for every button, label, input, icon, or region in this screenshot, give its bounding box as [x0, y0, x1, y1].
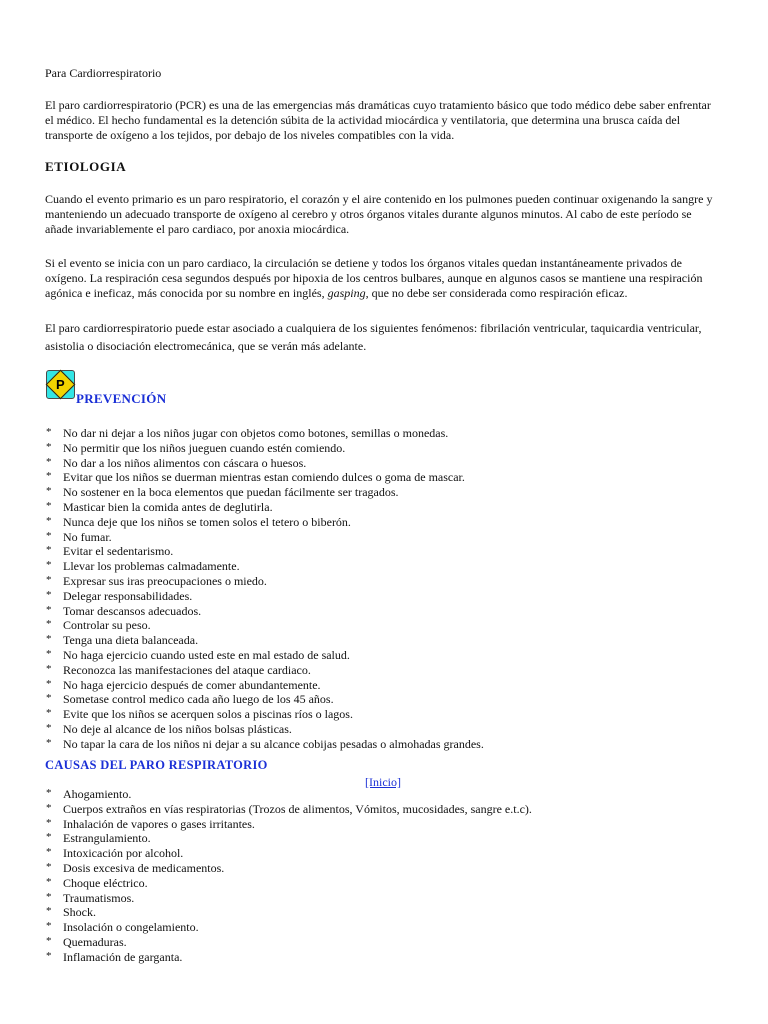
prevencion-list-item	[45, 618, 484, 633]
causas-item-text: Cuerpos extraños en vías respiratorias (Trozos de alimentos, Vómitos, mucosidades, sangre e.t.c).	[63, 801, 532, 816]
document-title: Para Cardiorrespiratorio	[45, 66, 162, 80]
prevencion-item-text: Nunca deje que los niños se tomen solos el tetero o biberón.	[63, 514, 351, 529]
bullet-icon: *	[46, 603, 52, 616]
prevencion-list-item	[45, 722, 484, 737]
etiologia-heading: ETIOLOGIA	[45, 159, 127, 174]
prevencion-list-item	[45, 692, 484, 707]
causas-item-text: Estrangulamiento.	[63, 831, 151, 846]
bullet-icon: *	[46, 485, 52, 498]
bullet-icon: *	[46, 455, 52, 468]
causas-item-text: Dosis excesiva de medicamentos.	[63, 860, 225, 875]
causas-item-text: Shock.	[63, 905, 96, 920]
bullet-icon: *	[46, 692, 52, 705]
bullet-icon: *	[46, 920, 52, 933]
causas-item-text: Inflamación de garganta.	[63, 949, 183, 964]
prevencion-list-item	[45, 544, 484, 559]
bullet-icon: *	[46, 633, 52, 646]
bullet-icon: *	[46, 801, 52, 814]
prevencion-list-item	[45, 485, 484, 500]
bullet-icon: *	[46, 816, 52, 829]
bullet-icon: *	[46, 875, 52, 888]
inicio-link[interactable]: [Inicio]	[365, 775, 401, 789]
causas-list-item	[45, 817, 532, 832]
prevencion-list-item	[45, 604, 484, 619]
causas-item-text: Inhalación de vapores o gases irritantes.	[63, 816, 255, 831]
prevencion-item-text: Reconozca las manifestaciones del ataque cardiaco.	[63, 662, 311, 677]
causas-list-item	[45, 861, 532, 876]
bullet-icon: *	[46, 890, 52, 903]
prevencion-list-item	[45, 530, 484, 545]
etiologia-paragraph-2-start: Si el evento se inicia con un paro cardiaco, la circulación se detiene y todos los órganos vitales quedan instantáneamente privados de oxígeno. La respiración cesa segundos después por hipoxia de los centros bulbares, aunque en algunos casos se mantiene una respiración agónica e ineficaz, más conocida por su nombre en inglés,	[45, 256, 703, 300]
bullet-icon: *	[46, 529, 52, 542]
prevencion-item-text: Llevar los problemas calmadamente.	[63, 559, 240, 574]
causas-list	[45, 787, 532, 965]
bullet-icon: *	[46, 588, 52, 601]
bullet-icon: *	[46, 707, 52, 720]
prevencion-list-item	[45, 589, 484, 604]
bullet-icon: *	[46, 573, 52, 586]
prevencion-list-item	[45, 456, 484, 471]
bullet-icon: *	[46, 787, 52, 799]
prevencion-list-item	[45, 441, 484, 456]
prevencion-list-item	[45, 515, 484, 530]
causas-heading: CAUSAS DEL PARO RESPIRATORIO	[45, 758, 268, 772]
bullet-icon: *	[46, 647, 52, 660]
prevencion-item-text: Evitar el sedentarismo.	[63, 544, 174, 559]
prevencion-list-item	[45, 707, 484, 722]
etiologia-paragraph-1: Cuando el evento primario es un paro respiratorio, el corazón y el aire contenido en los pulmones pueden continuar oxigenando la sangre y manteniendo un adecuado transporte de oxígeno al cerebro y otros órganos vitales durante algunos minutos. Al cabo de este período se añade invariablemente el paro cardiaco, por anoxia miocárdica.	[45, 192, 713, 236]
prevencion-item-text: No permitir que los niños jueguen cuando estén comiendo.	[63, 440, 346, 455]
icon-letter: P	[56, 376, 65, 392]
etiologia-paragraph-2	[45, 256, 717, 301]
prevencion-item-text: Tomar descansos adecuados.	[63, 603, 202, 618]
bullet-icon: *	[46, 426, 52, 438]
p-diamond-icon	[46, 370, 75, 399]
prevencion-item-text: No sostener en la boca elementos que puedan fácilmente ser tragados.	[63, 485, 399, 500]
bullet-icon: *	[46, 831, 52, 844]
bullet-icon: *	[46, 934, 52, 947]
etiologia-paragraph-3: El paro cardiorrespiratorio puede estar asociado a cualquiera de los siguientes fenómenos: fibrilación ventricular, taquicardia ventricular, asistolia o disociación electromecánica, que se verán más adelante.	[45, 321, 702, 353]
prevencion-item-text: Expresar sus iras preocupaciones o miedo.	[63, 573, 267, 588]
prevencion-item-text: Evitar que los niños se duerman mientras estan comiendo dulces o goma de mascar.	[63, 470, 465, 485]
causas-list-item	[45, 905, 532, 920]
causas-list-item	[45, 831, 532, 846]
bullet-icon: *	[46, 544, 52, 557]
prevencion-list-item	[45, 470, 484, 485]
etiologia-paragraph-2-end: , que no debe ser considerada como respiración eficaz.	[365, 286, 628, 300]
bullet-icon: *	[46, 949, 52, 962]
causas-item-text: Insolación o congelamiento.	[63, 920, 199, 935]
intro-paragraph: El paro cardiorrespiratorio (PCR) es una de las emergencias más dramáticas cuyo tratamiento básico que todo médico debe saber enfrentar el médico. El hecho fundamental es la detención súbita de la actividad miocárdica y ventilatoria, que determina una brusca caída del transporte de oxígeno a los tejidos, por debajo de los niveles compatibles con la vida.	[45, 98, 711, 142]
bullet-icon: *	[46, 618, 52, 631]
prevencion-list-item	[45, 663, 484, 678]
causas-list-item	[45, 846, 532, 861]
prevencion-item-text: No deje al alcance de los niños bolsas plásticas.	[63, 721, 292, 736]
prevencion-item-text: Masticar bien la comida antes de deglutirla.	[63, 499, 273, 514]
bullet-icon: *	[46, 514, 52, 527]
prevencion-item-text: Evite que los niños se acerquen solos a piscinas ríos o lagos.	[63, 707, 353, 722]
prevencion-list-item	[45, 737, 484, 752]
prevencion-list	[45, 426, 484, 752]
bullet-icon: *	[46, 677, 52, 690]
prevencion-list-item	[45, 500, 484, 515]
prevencion-item-text: No dar a los niños alimentos con cáscara o huesos.	[63, 455, 307, 470]
prevencion-heading: PREVENCIÓN	[76, 391, 167, 406]
prevencion-item-text: No fumar.	[63, 529, 112, 544]
prevencion-list-item	[45, 426, 484, 441]
causas-list-item	[45, 935, 532, 950]
bullet-icon: *	[46, 860, 52, 873]
bullet-icon: *	[46, 721, 52, 734]
bullet-icon: *	[46, 440, 52, 453]
prevencion-item-text: Controlar su peso.	[63, 618, 151, 633]
causas-list-item	[45, 891, 532, 906]
prevencion-list-item	[45, 574, 484, 589]
causas-item-text: Choque eléctrico.	[63, 875, 148, 890]
diamond-shape	[46, 370, 76, 400]
prevencion-list-item	[45, 678, 484, 693]
prevencion-item-text: Delegar responsabilidades.	[63, 588, 193, 603]
prevencion-list-item	[45, 633, 484, 648]
causas-item-text: Traumatismos.	[63, 890, 135, 905]
bullet-icon: *	[46, 736, 52, 749]
prevencion-item-text: No haga ejercicio después de comer abundantemente.	[63, 677, 321, 692]
prevencion-item-text: Tenga una dieta balanceada.	[63, 633, 199, 648]
causas-item-text: Ahogamiento.	[63, 787, 132, 801]
causas-item-text: Quemaduras.	[63, 934, 127, 949]
causas-item-text: Intoxicación por alcohol.	[63, 846, 184, 861]
prevencion-list-item	[45, 648, 484, 663]
prevencion-item-text: No dar ni dejar a los niños jugar con objetos como botones, semillas o monedas.	[63, 426, 449, 440]
bullet-icon: *	[46, 905, 52, 918]
prevencion-item-text: No haga ejercicio cuando usted este en mal estado de salud.	[63, 647, 350, 662]
causas-list-item	[45, 950, 532, 965]
causas-list-item	[45, 876, 532, 891]
bullet-icon: *	[46, 559, 52, 572]
bullet-icon: *	[46, 846, 52, 859]
causas-list-item	[45, 787, 532, 802]
bullet-icon: *	[46, 470, 52, 483]
bullet-icon: *	[46, 662, 52, 675]
prevencion-item-text: No tapar la cara de los niños ni dejar a su alcance cobijas pesadas o almohadas grandes.	[63, 736, 484, 751]
causas-list-item	[45, 920, 532, 935]
gasping-term: gasping	[327, 286, 366, 300]
prevencion-list-item	[45, 559, 484, 574]
causas-list-item	[45, 802, 532, 817]
prevencion-item-text: Sometase control medico cada año luego de los 45 años.	[63, 692, 334, 707]
bullet-icon: *	[46, 499, 52, 512]
